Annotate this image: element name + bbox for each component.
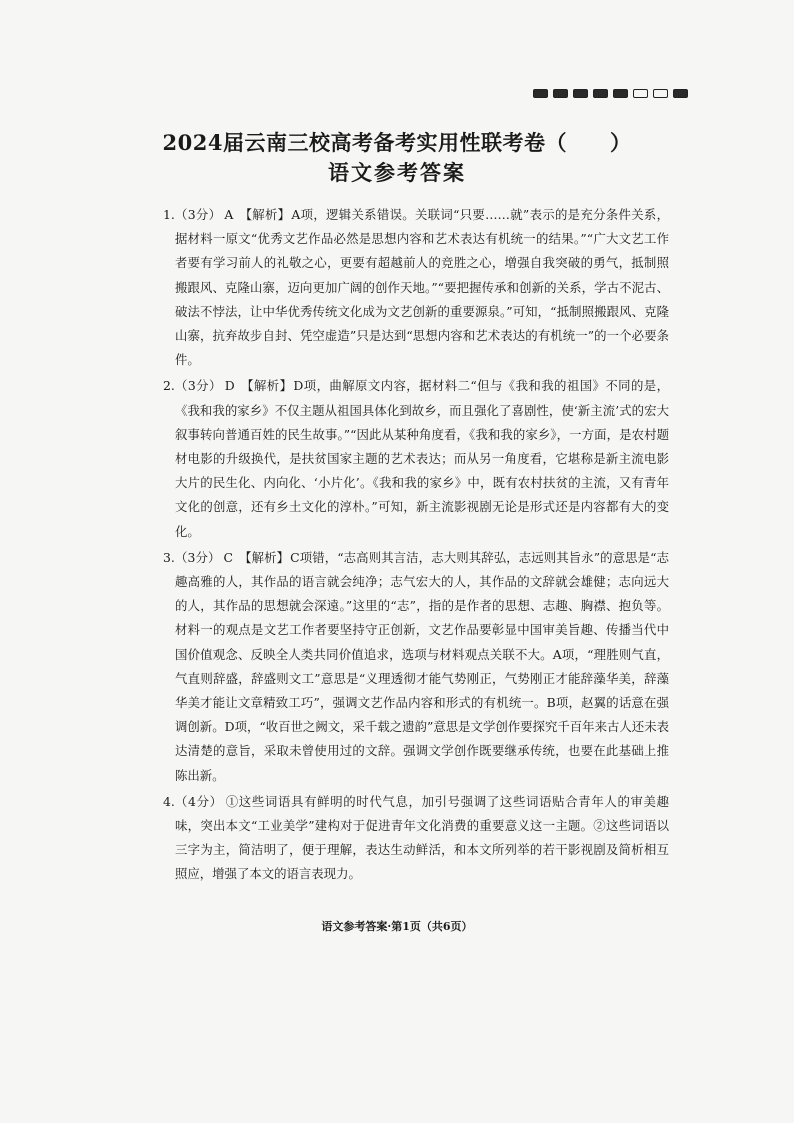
page-footer: 语文参考答案·第1页（共6页） <box>321 920 473 933</box>
answer-number: 1. <box>163 207 175 222</box>
filled-mark-icon <box>673 89 688 98</box>
answer-item <box>163 546 669 788</box>
hollow-mark-icon <box>633 89 648 98</box>
filled-mark-icon <box>553 89 568 98</box>
answer-text: A项，逻辑关系错误。关联词“只要……就”表示的是充分条件关系，据材料一原文“优秀文艺作品必然是思想内容和艺术表达有机统一的结果。”“广大文艺工作者要有学习前人的礼敬之心，更要有超越前人的竞胜之心，增强自我突破的勇气，抵制照搬跟风、克隆山寨，迈向更加广阔的创作天地。”“要把握传承和创新的关系，学古不泥古、破法不悖法，让中华优秀传统文化成为文艺创新的重要源泉。”可知，“抵制照搬跟风、克隆山寨，抗弃故步自封、凭空虚造”只是达到“思想内容和艺术表达的有机统一”的一个必要条件。 <box>175 207 669 368</box>
answer-option: A <box>224 207 234 222</box>
filled-mark-icon <box>533 89 548 98</box>
answer-body <box>175 374 669 543</box>
answer-body <box>175 546 669 788</box>
answer-number: 4. <box>163 793 175 809</box>
answer-option: D <box>224 378 235 394</box>
answer-item <box>163 790 669 887</box>
filled-mark-icon <box>573 89 588 98</box>
hollow-mark-icon <box>653 89 668 98</box>
answer-body <box>175 790 669 887</box>
analysis-tag: 【解析】 <box>239 207 291 222</box>
answer-text: ①这些词语具有鲜明的时代气息，加引号强调了这些词语贴合青年人的审美趣味，突出本文“工业美学”建构对于促进青年文化消费的重要意义这一主题。②这些词语以三字为主，简洁明了，便于理解，表达生动鲜活，和本文所列举的若干影视剧及简析相互照应，增强了本文的语言表现力。 <box>175 793 670 882</box>
answer-list <box>163 203 669 887</box>
answer-item <box>163 203 669 372</box>
page-title: 2024届云南三校高考备考实用性联考卷（ ） <box>162 130 632 155</box>
answer-text: D项，曲解原文内容，据材料二“但与《我和我的祖国》不同的是，《我和我的家乡》不仅主题从祖国具体化到故乡，而且强化了喜剧性，使‘新主流’式的宏大叙事转向普通百姓的民生故事。”“因此从某种角度看，《我和我的家乡》，一方面，是农村题材电影的升级换代，是扶贫国家主题的艺术表达；而从另一角度看，它堪称是新主流电影大片的民生化、内向化、‘小片化’。《我和我的家乡》中，既有农村扶贫的主流，又有青年文化的创意，还有乡土文化的淳朴。”可知，新主流影视剧无论是形式还是内容都有大的变化。 <box>175 378 669 539</box>
page-marks <box>533 89 688 98</box>
page-subtitle: 语文参考答案 <box>328 160 466 185</box>
analysis-tag: 【解析】 <box>239 549 290 565</box>
answer-score: （4分） <box>175 793 223 809</box>
answer-number: 2. <box>163 378 175 394</box>
answer-score: （3分） <box>175 549 221 565</box>
filled-mark-icon <box>593 89 608 98</box>
analysis-tag: 【解析】 <box>240 378 293 394</box>
answer-option: C <box>223 549 233 565</box>
answer-body <box>175 203 669 372</box>
answer-number: 3. <box>163 549 175 565</box>
answer-item <box>163 374 669 543</box>
answer-text: C项错，“志高则其言洁，志大则其辞弘，志远则其旨永”的意思是“志趣高雅的人，其作品的语言就会纯净；志气宏大的人，其作品的文辞就会雄健；志向远大的人，其作品的思想就会深遠。”这里的“志”，指的是作者的思想、志趣、胸襟、抱负等。材料一的观点是文艺工作者要坚持守正创新，文艺作品要彰显中国审美旨趣、传播当代中国价值观念、反映全人类共同价值追求，选项与材料观点关联不大。A项，“理胜则气直，气直则辞盛，辞盛则文工”意思是“义理透彻才能气势刚正，气势刚正才能辞藻华美，辞藻华美才能让文章精致工巧”，强调文艺作品内容和形式的有机统一。B项，赵翼的话意在强调创新。D项，“收百世之阙文，采千载之遗韵”意思是文学创作要探究千百年来古人还未表达清楚的意旨，采取未曾使用过的文辞。强调文学创作既要继承传统，也要在此基础上推陈出新。 <box>175 549 670 783</box>
filled-mark-icon <box>613 89 628 98</box>
answer-score: （3分） <box>175 378 222 394</box>
answer-score: （3分） <box>175 207 222 222</box>
